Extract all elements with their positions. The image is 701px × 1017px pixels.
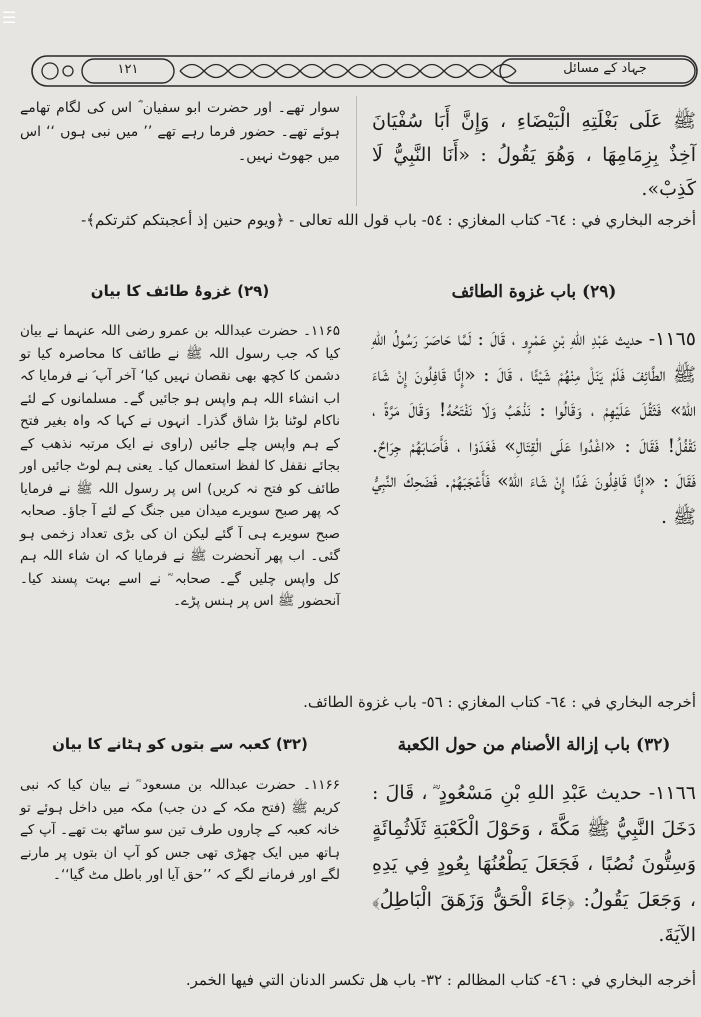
- source-note-2: أخرجه البخاري في : ٦٤- كتاب المغازي : ٥٦- باب غزوة الطائف.: [303, 693, 696, 711]
- arabic-hadith-1166: ١١٦٦- حديث عَبْدِ اللهِ بْنِ مَسْعُودٍ ؓ ، قَالَ : دَخَلَ النَّبِيُّ ﷺ مَكَّةَ ، وَحَوْلَ الْكَعْبَةِ ثَلَاثُمِائَةٍ وَسِتُّونَ نُصُبًا ، فَجَعَلَ يَطْعُنُهَا بِعُودٍ فِي يَدِهِ ، وَجَعَلَ يَقُولُ: ﴿جَاءَ الْحَقُّ وَزَهَقَ الْبَاطِلُ﴾ الآيَةَ.: [372, 782, 696, 946]
- column-divider: [356, 96, 357, 206]
- arabic-hadith-1165: ١١٦٥- حديث عَبْدِ اللهِ بْنِ عَمْرٍو ، قَالَ : لَمَّا حَاصَرَ رَسُولُ اللهِ ﷺ الطَّائِفَ فَلَمْ يَنَلْ مِنْهُمْ شَيْئًا ، قَالَ : «إِنَّا قَافِلُونَ إِنْ شَاءَ اللهُ» فَثَقُلَ عَلَيْهِمْ ، وَقَالُوا : نَذْهَبُ وَلَا نَفْتَحُهُ! وَقَالَ مَرَّةً ، نَقْفُلُ! فَقَالَ : «اغْدُوا عَلَى الْقِتَالِ» فَغَدَوْا ، فَأَصَابَهُمْ جِرَاحٌ. فَقَالَ : «إِنَّا قَافِلُونَ غَدًا إِنْ شَاءَ اللهُ» فَأَعْجَبَهُمْ. فَضَحِكَ النَّبِيُّ ﷺ .: [372, 328, 696, 528]
- urdu-continuation: سوار تھے۔ اور حضرت ابو سفیان ؓ اس کی لگام تھامے ہوئے تھے۔ حضور فرما رہے تھے ’’ میں نبی ہوں ‘‘ اس میں جھوٹ نہیں۔: [20, 100, 340, 164]
- arabic-continuation: ﷺ عَلَى بَغْلَتِهِ الْبَيْضَاءِ ، وَإِنَّ أَبَا سُفْيَانَ آخِذٌ بِزِمَامِهَا ، وَهُوَ يَقُولُ : «أَنَا النَّبِيُّ لَا كَذِبْ».: [372, 110, 696, 200]
- source-note-1: أخرجه البخاري في : ٦٤- كتاب المغازي : ٥٤- باب قول الله تعالى - ﴿ويوم حنين إذ أعجبتكم كثرتكم﴾-: [81, 211, 696, 229]
- urdu-hadith-1165: ۱۱۶۵۔ حضرت عبداللہ بن عمرو رضی اللہ عنہما نے بیان کیا کہ جب رسول اللہ ﷺ نے طائف کا محاصرہ کیا تو دشمن کا کچھ بھی نقصان نہیں کیا‘ آخر آپ ؐ نے فرمایا کہ اب انشاء اللہ ہم واپس ہو جائیں گے۔ مسلمانوں کے لئے ناکام لوٹنا بڑا شاق گذرا۔ انہوں نے کہا کہ واہ بغیر فتح کے ہم واپس چلے جائیں (راوی نے ایک مرتبہ نذھب کے بجائے نقفل کا لفظ استعمال کیا۔ یعنی ہم لوٹ جائیں اور طائف کو فتح نہ کریں) اس پر رسول اللہ ﷺ نے فرمایا کہ پھر صبح سویرے میدان میں جنگ کے لئے آ جاؤ۔ صحابہ صبح سویرے ہی آ گئے لیکن ان کی بڑی تعداد زخمی ہو گئی۔ اب پھر آنحضرت ﷺ نے فرمایا کہ ان شاء اللہ ہم کل واپس چلیں گے۔ صحابہ ؓ نے اسے بہت پسند کیا۔ آنحضور ﷺ اس پر ہنس پڑے۔: [20, 323, 340, 609]
- page-number: ١٢١: [117, 62, 139, 77]
- arabic-heading-29: (٢٩) باب غزوة الطائف: [451, 282, 617, 302]
- arabic-heading-32: (٣٢) باب إزالة الأصنام من حول الكعبة: [397, 735, 671, 755]
- urdu-heading-29: (۲۹) غزوۂ طائف کا بیان: [90, 282, 270, 300]
- running-title: جہاد کے مسائل: [563, 61, 647, 76]
- urdu-hadith-1166: ۱۱۶۶۔ حضرت عبداللہ بن مسعود ؓ نے بیان کیا کہ نبی کریم ﷺ (فتح مکہ کے دن جب) مکہ میں داخل ہوئے تو خانہ کعبہ کے چاروں طرف تین سو ساٹھ بت تھے۔ آپ کے ہاتھ میں ایک چھڑی تھی جس کو آپ ان بتوں پر مارنے لگے اور فرمانے لگے کہ ’’حق آیا اور باطل مٹ گیا‘‘۔: [20, 777, 340, 883]
- source-note-3: أخرجه البخاري في : ٤٦- كتاب المظالم : ٣٢- باب هل تكسر الدنان التي فيها الخمر.: [185, 971, 696, 989]
- page-header: [30, 50, 701, 92]
- menu-icon[interactable]: ☰: [2, 8, 17, 27]
- urdu-heading-32: (۳۲) کعبہ سے بتوں کو ہٹانے کا بیان: [52, 735, 308, 753]
